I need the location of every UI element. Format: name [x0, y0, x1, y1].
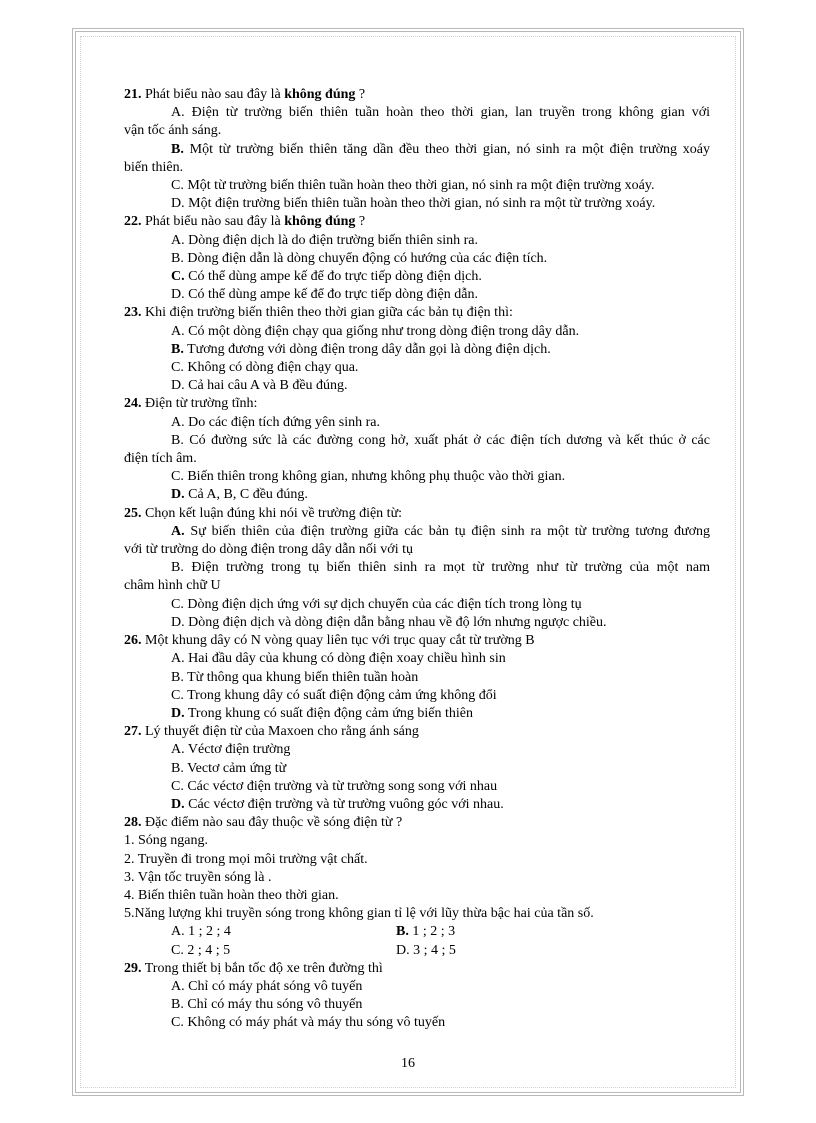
option-23d: D. Cả hai câu A và B đều đúng. [171, 378, 348, 394]
question-22: 22. Phát biểu nào sau đây là không đúng ? [124, 214, 366, 230]
option-25d: D. Dòng điện dịch và dòng điện dẫn bằng nhau về độ lớn nhưng ngược chiều. [171, 614, 607, 630]
option-22b: B. Dòng điện dẫn là dòng chuyển động có hướng của các điện tích. [171, 250, 548, 266]
option-26a: A. Hai đầu dây của khung có dòng điện xoay chiều hình sin [171, 651, 506, 667]
option-22a: A. Dòng điện dịch là do điện trường biến thiên sinh ra. [171, 232, 479, 248]
option-26c: C. Trong khung dây có suất điện động cảm ứng không đổi [171, 687, 497, 703]
option-24d: D. Cả A, B, C đều đúng. [171, 487, 308, 503]
question-23: 23. Khi điện trường biến thiên theo thời gian giữa các bản tụ điện thì: [124, 305, 513, 321]
option-21a: A. Điện từ trường biến thiên tuần hoàn theo thời gian, lan truyền trong không gian với [171, 105, 710, 121]
question-28: 28. Đặc điểm nào sau đây thuộc về sóng điện từ ? [124, 815, 403, 831]
option-26d: D. Trong khung có suất điện động cảm ứng biến thiên [171, 705, 473, 721]
q28-item-2: 2. Truyền đi trong mọi môi trường vật chất. [124, 851, 368, 867]
option-23b: B. Tương đương với dòng điện trong dây dẫn gọi là dòng điện dịch. [171, 341, 551, 357]
option-26b: B. Từ thông qua khung biến thiên tuần hoàn [171, 669, 419, 685]
option-24c: C. Biến thiên trong không gian, nhưng không phụ thuộc vào thời gian. [171, 469, 566, 485]
option-29a: A. Chỉ có máy phát sóng vô tuyến [171, 978, 363, 994]
option-25c: C. Dòng điện dịch ứng với sự dịch chuyển của các điện tích trong lòng tụ [171, 596, 582, 612]
question-25: 25. Chọn kết luận đúng khi nói về trường điện từ: [124, 505, 403, 521]
option-25b: B. Điện trường trong tụ biến thiên sinh ra mọt từ trường như từ trường của một nam [171, 560, 710, 576]
option-24a: A. Do các điện tích đứng yên sinh ra. [171, 414, 380, 430]
option-27d: D. Các véctơ điện trường và từ trường vuông góc với nhau. [171, 796, 504, 812]
option-21b: B. Một từ trường biến thiên tăng dần đều theo thời gian, nó sinh ra một điện trường xoáy [171, 141, 710, 157]
q28-choices-row-2 [124, 942, 710, 960]
option-21a-cont: vận tốc ánh sáng. [124, 123, 222, 139]
q28-choice-a: A. 1 ; 2 ; 4 [171, 924, 231, 940]
option-25a-cont: với từ trường do dòng điện trong dây dẫn nối với tụ [124, 542, 413, 558]
q28-item-4: 4. Biến thiên tuần hoàn theo thời gian. [124, 887, 339, 903]
q28-choices-row-1 [124, 923, 710, 941]
option-24b: B. Có đường sức là các đường cong hở, xuất phát ở các điện tích dương và kết thúc ở các [171, 432, 710, 448]
option-23c: C. Không có dòng điện chạy qua. [171, 360, 359, 376]
option-23a: A. Có một dòng điện chạy qua giống như trong dòng điện trong dây dẫn. [171, 323, 580, 339]
question-21: 21. Phát biểu nào sau đây là không đúng ? [124, 87, 366, 102]
q28-item-5: 5.Năng lượng khi truyền sóng trong không gian tỉ lệ với lũy thừa bậc hai của tần số. [124, 906, 594, 922]
option-29b: B. Chỉ có máy thu sóng vô thuyến [171, 997, 363, 1013]
document-body [124, 86, 710, 1033]
page-number: 16 [401, 1056, 415, 1071]
question-29: 29. Trong thiết bị bắn tốc độ xe trên đường thì [124, 960, 383, 976]
option-21c: C. Một từ trường biến thiên tuần hoàn theo thời gian, nó sinh ra một điện trường xoáy. [171, 178, 655, 194]
option-22c: C. Có thể dùng ampe kế để đo trực tiếp dòng điện dịch. [171, 269, 482, 285]
q28-item-1: 1. Sóng ngang. [124, 833, 208, 849]
option-27c: C. Các véctơ điện trường và từ trường song song với nhau [171, 778, 498, 794]
option-21d: D. Một điện trường biến thiên tuần hoàn theo thời gian, nó sinh ra một từ trường xoáy. [171, 196, 656, 212]
option-25a: A. Sự biến thiên của điện trường giữa các bản tụ điện sinh ra một từ trường tương đương [171, 523, 710, 539]
option-25b-cont: châm hình chữ U [124, 578, 221, 594]
q28-choice-b: B. 1 ; 2 ; 3 [396, 924, 456, 940]
q28-choice-d: D. 3 ; 4 ; 5 [396, 942, 456, 958]
question-24: 24. Điện từ trường tĩnh: [124, 396, 258, 412]
option-29c: C. Không có máy phát và máy thu sóng vô tuyến [171, 1015, 446, 1031]
option-21b-cont: biến thiên. [124, 159, 184, 175]
q28-item-3: 3. Vận tốc truyền sóng là . [124, 869, 272, 885]
question-27: 27. Lý thuyết điện từ của Maxoen cho rằng ánh sáng [124, 724, 419, 740]
option-27b: B. Vectơ cảm ứng từ [171, 760, 287, 776]
option-27a: A. Véctơ điện trường [171, 742, 291, 758]
q28-choice-c: C. 2 ; 4 ; 5 [171, 942, 231, 958]
option-24b-cont: điện tích âm. [124, 451, 197, 467]
option-22d: D. Có thể dùng ampe kế để đo trực tiếp dòng điện dẫn. [171, 287, 478, 303]
question-26: 26. Một khung dây có N vòng quay liên tục với trục quay cắt từ trường B [124, 633, 535, 649]
